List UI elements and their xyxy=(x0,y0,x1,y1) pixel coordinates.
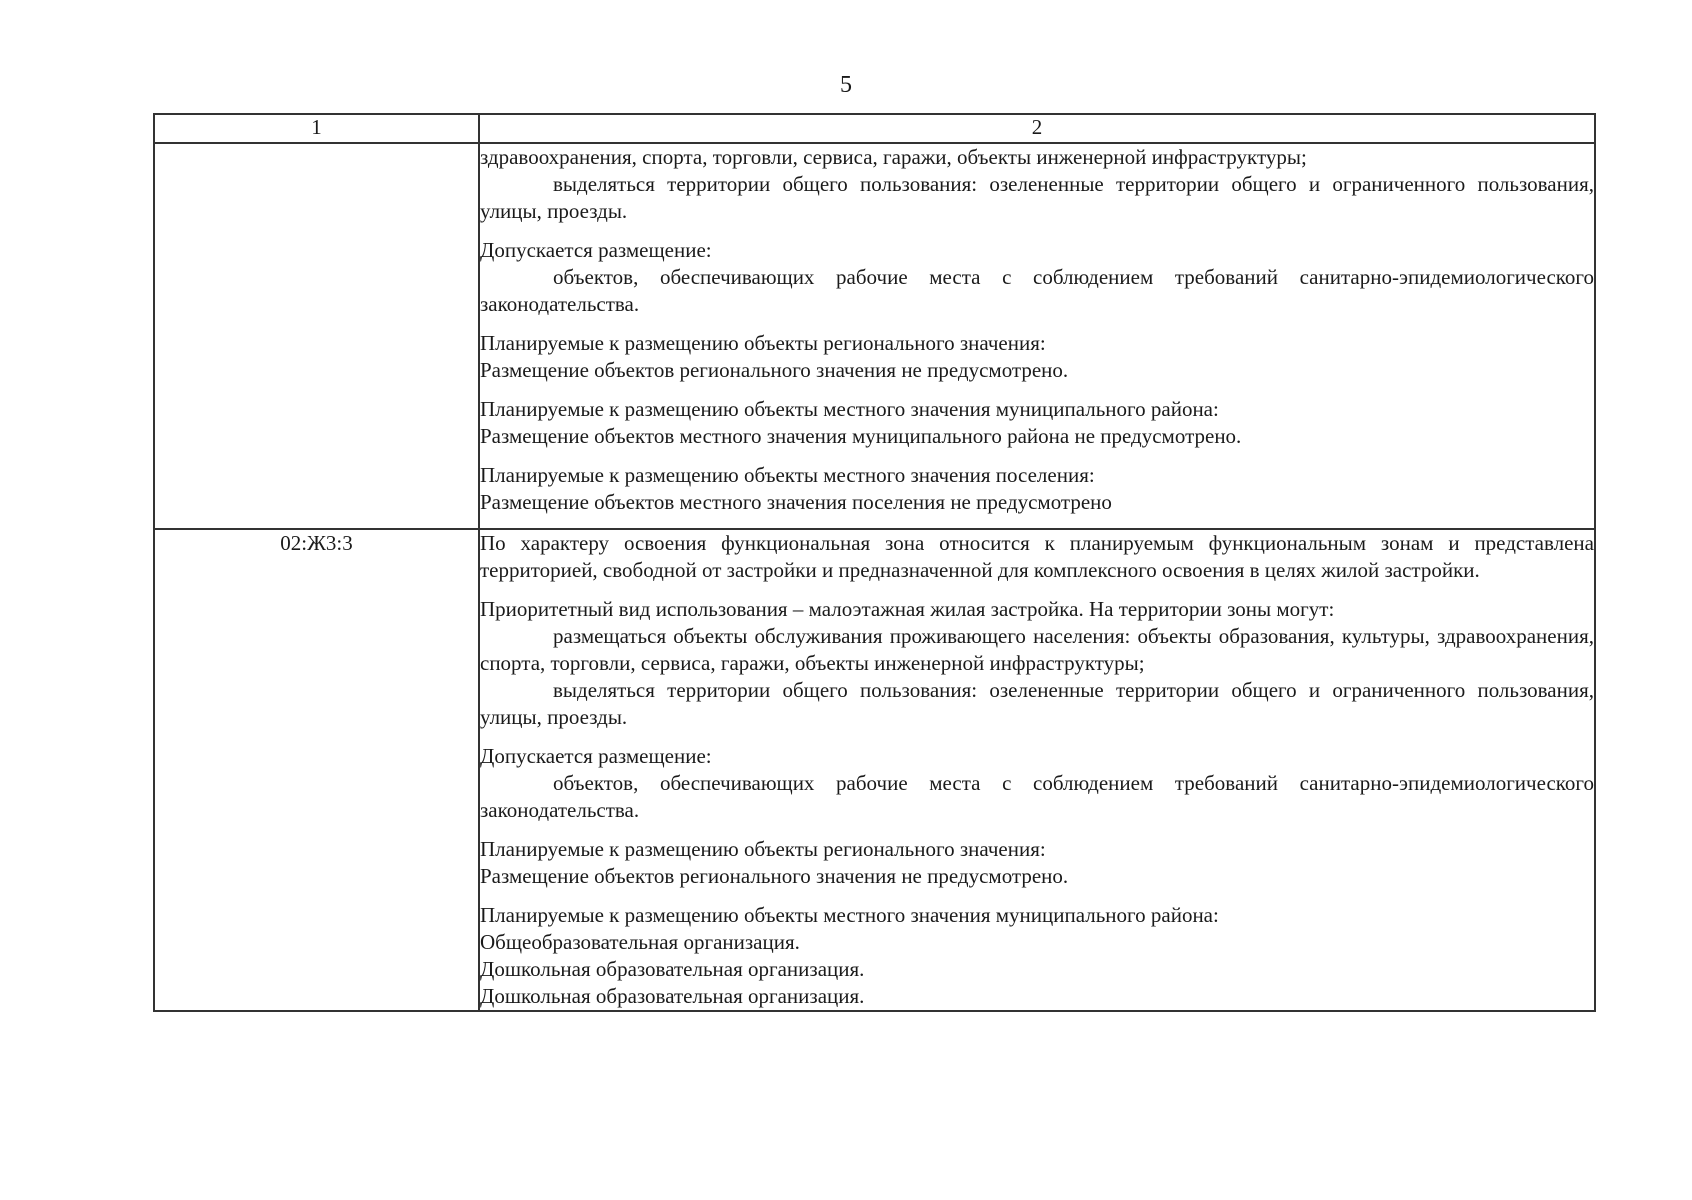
table-header-row xyxy=(154,114,1595,143)
paragraph xyxy=(480,836,1594,890)
text-line: объектов, обеспечивающих рабочие места с соблюдением требований санитарно-эпидемиологического законодательства. xyxy=(480,771,1594,822)
text-line: Размещение объектов местного значения муниципального района не предусмотрено. xyxy=(480,424,1242,448)
text-line: Размещение объектов регионального значения не предусмотрено. xyxy=(480,864,1069,888)
zone-description xyxy=(480,144,1594,516)
header-col-1: 1 xyxy=(154,114,479,143)
text-line: Допускается размещение: xyxy=(480,238,712,262)
zone-code-cell xyxy=(154,143,479,529)
paragraph xyxy=(480,596,1594,731)
text-line: размещаться объекты обслуживания проживающего населения: объекты образования, культуры, здравоохранения, спорта, торговли, сервиса, гаражи, объекты инженерной инфраструктуры; xyxy=(480,624,1594,675)
text-line: здравоохранения, спорта, торговли, сервиса, гаражи, объекты инженерной инфраструктуры; xyxy=(480,145,1307,169)
paragraph xyxy=(480,330,1594,384)
paragraph xyxy=(480,144,1594,225)
text-line: Планируемые к размещению объекты регионального значения: xyxy=(480,331,1046,355)
zone-description xyxy=(480,530,1594,1010)
page-number: 5 xyxy=(840,72,852,98)
text-line: Приоритетный вид использования – малоэтажная жилая застройка. На территории зоны могут: xyxy=(480,597,1335,621)
paragraph xyxy=(480,530,1594,584)
paragraph xyxy=(480,237,1594,318)
header-col-2: 2 xyxy=(479,114,1595,143)
zones-table xyxy=(153,113,1596,1012)
text-line: Размещение объектов регионального значения не предусмотрено. xyxy=(480,358,1069,382)
text-line: Планируемые к размещению объекты местного значения поселения: xyxy=(480,463,1095,487)
text-line: Дошкольная образовательная организация. xyxy=(480,957,865,981)
table-row xyxy=(154,143,1595,529)
zone-description-cell xyxy=(479,143,1595,529)
text-line: Планируемые к размещению объекты местного значения муниципального района: xyxy=(480,903,1219,927)
text-line: Планируемые к размещению объекты регионального значения: xyxy=(480,837,1046,861)
text-line: По характеру освоения функциональная зона относится к планируемым функциональным зонам и представлена территорией, свободной от застройки и предназначенной для комплексного освоения в целях жилой застройки. xyxy=(480,531,1594,582)
zone-code-cell: 02:Ж3:3 xyxy=(154,529,479,1011)
text-line: Общеобразовательная организация. xyxy=(480,930,800,954)
text-line: Планируемые к размещению объекты местного значения муниципального района: xyxy=(480,397,1219,421)
paragraph xyxy=(480,462,1594,516)
text-line: выделяться территории общего пользования: озелененные территории общего и ограниченного пользования, улицы, проезды. xyxy=(480,678,1594,729)
text-line: Размещение объектов местного значения поселения не предусмотрено xyxy=(480,490,1112,514)
paragraph xyxy=(480,743,1594,824)
text-line: Дошкольная образовательная организация. xyxy=(480,984,865,1008)
text-line: Допускается размещение: xyxy=(480,744,712,768)
text-line: выделяться территории общего пользования: озелененные территории общего и ограниченного пользования, улицы, проезды. xyxy=(480,172,1594,223)
paragraph xyxy=(480,396,1594,450)
text-line: объектов, обеспечивающих рабочие места с соблюдением требований санитарно-эпидемиологического законодательства. xyxy=(480,265,1594,316)
zone-description-cell xyxy=(479,529,1595,1011)
paragraph xyxy=(480,902,1594,1010)
table-row xyxy=(154,529,1595,1011)
